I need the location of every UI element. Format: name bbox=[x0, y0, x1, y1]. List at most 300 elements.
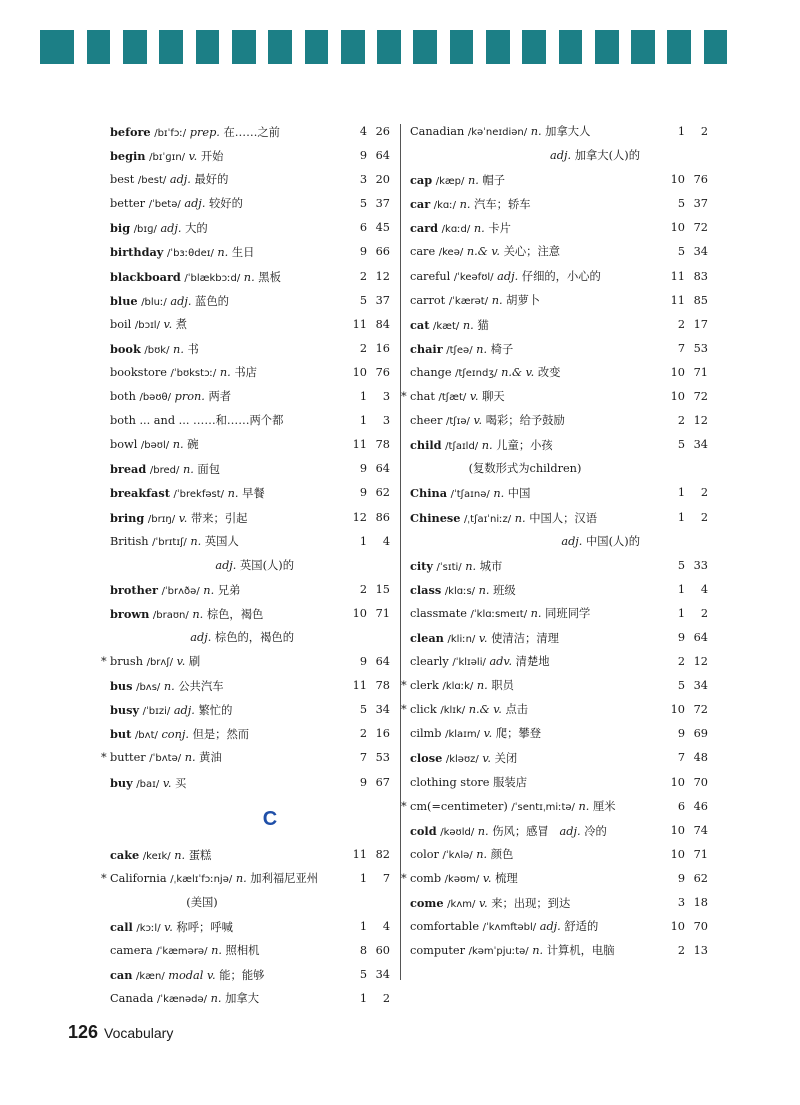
vocabulary-entry bbox=[410, 915, 708, 939]
definition: 关闭 bbox=[494, 752, 518, 766]
unit-number: 9 bbox=[677, 871, 685, 885]
headword: change bbox=[410, 365, 452, 379]
unit-number: 10 bbox=[670, 847, 685, 861]
headword: British bbox=[110, 534, 149, 548]
headword: blackboard bbox=[110, 269, 181, 284]
vocabulary-entry bbox=[110, 963, 390, 987]
unit-number: 7 bbox=[677, 751, 685, 765]
header-decoration-bar bbox=[40, 30, 740, 64]
vocabulary-entry bbox=[110, 481, 390, 505]
vocabulary-entry bbox=[110, 144, 390, 168]
unit-number: 10 bbox=[670, 775, 685, 789]
part-of-speech: v. bbox=[482, 871, 492, 885]
vocabulary-entry bbox=[410, 554, 708, 578]
definition: 冷的 bbox=[584, 824, 607, 838]
vocabulary-entry bbox=[410, 192, 708, 216]
phonetic: /kʌm/ bbox=[447, 899, 476, 910]
page-ref: 71 bbox=[693, 847, 708, 861]
part-of-speech: n. bbox=[476, 342, 488, 356]
page-ref: 37 bbox=[693, 197, 708, 211]
part-of-speech: v. bbox=[473, 414, 483, 428]
page-ref: 72 bbox=[693, 390, 708, 404]
entry-continuation bbox=[110, 891, 390, 915]
headword: clerk bbox=[410, 679, 439, 693]
unit-number: 5 bbox=[359, 293, 367, 307]
unit-number: 2 bbox=[677, 414, 685, 428]
vocabulary-entry bbox=[410, 433, 708, 457]
page-ref: 2 bbox=[700, 510, 708, 524]
definition: 聊天 bbox=[482, 390, 505, 404]
definition: 舒适的 bbox=[564, 920, 599, 934]
unit-number: 11 bbox=[670, 293, 685, 307]
definition: 早餐 bbox=[242, 487, 265, 501]
definition: 蛋糕 bbox=[188, 848, 212, 862]
headword: carrot bbox=[410, 293, 446, 307]
part-of-speech: n. bbox=[477, 824, 489, 838]
vocabulary-entry bbox=[110, 240, 390, 264]
definition: 中国人；汉语 bbox=[529, 511, 598, 525]
page-ref: 3 bbox=[382, 390, 390, 404]
headword: buy bbox=[110, 775, 133, 790]
unit-number: 11 bbox=[352, 317, 367, 331]
page-ref: 3 bbox=[382, 414, 390, 428]
phonetic: /kæp/ bbox=[435, 176, 465, 188]
header-block bbox=[123, 30, 147, 64]
headword: class bbox=[410, 582, 442, 597]
headword: but bbox=[110, 727, 132, 742]
phonetic: /klaɪm/ bbox=[445, 729, 480, 741]
headword: blue bbox=[110, 293, 138, 308]
definition: 猫 bbox=[477, 318, 489, 332]
phonetic: /brɪŋ/ bbox=[147, 513, 176, 525]
headword: care bbox=[410, 245, 436, 259]
part-of-speech: n. bbox=[473, 222, 485, 236]
page-ref: 85 bbox=[693, 293, 708, 307]
definition: 来；出现；到达 bbox=[491, 897, 571, 910]
part-of-speech: n. bbox=[462, 318, 474, 332]
definition: 但是；然而 bbox=[192, 728, 250, 742]
optional-marker: * bbox=[101, 871, 107, 885]
part-of-speech: v. bbox=[483, 727, 493, 741]
page-ref: 72 bbox=[693, 703, 708, 717]
page-ref: 67 bbox=[375, 775, 390, 789]
page-ref: 78 bbox=[375, 679, 390, 693]
phonetic: /ˌkælɪˈfɔːnjə/ bbox=[170, 873, 233, 885]
vocabulary-entry bbox=[410, 506, 708, 530]
column-divider bbox=[400, 124, 401, 980]
headword: bring bbox=[110, 510, 145, 525]
header-block bbox=[305, 30, 329, 64]
page-footer bbox=[68, 1022, 173, 1043]
part-of-speech: v. bbox=[178, 511, 188, 525]
definition: 加拿大人 bbox=[545, 125, 591, 138]
page-ref: 34 bbox=[375, 968, 390, 982]
phonetic: /ˈklɑːsmeɪt/ bbox=[470, 608, 528, 620]
phonetic: /tʃæt/ bbox=[438, 392, 467, 404]
definition: 能；能够 bbox=[219, 969, 265, 983]
headword: clean bbox=[410, 630, 444, 645]
definition: 最好的 bbox=[194, 173, 229, 187]
unit-number: 1 bbox=[677, 606, 685, 620]
vocabulary-entry bbox=[410, 337, 708, 361]
phonetic: /bɪˈɡɪn/ bbox=[149, 152, 186, 164]
phonetic: /ˈblækbɔːd/ bbox=[184, 272, 241, 284]
header-block bbox=[667, 30, 691, 64]
vocabulary-entry bbox=[410, 120, 708, 144]
definition: 碗 bbox=[187, 438, 199, 452]
unit-number: 1 bbox=[359, 414, 367, 428]
unit-number: 1 bbox=[677, 486, 685, 500]
page-ref: 69 bbox=[693, 727, 708, 741]
phonetic: /klɑːs/ bbox=[444, 585, 476, 597]
vocabulary-entry bbox=[110, 698, 390, 722]
part-of-speech: n. bbox=[243, 270, 255, 284]
part-of-speech: adv. bbox=[489, 655, 513, 669]
definition: 加拿大 bbox=[225, 992, 260, 1006]
entry-continuation bbox=[110, 626, 390, 650]
part-of-speech: n. bbox=[184, 751, 196, 765]
optional-marker: * bbox=[401, 703, 407, 717]
part-of-speech: v. bbox=[469, 390, 479, 404]
header-block bbox=[232, 30, 256, 64]
definition: 关心；注意 bbox=[503, 245, 561, 259]
part-of-speech: v. bbox=[164, 920, 173, 934]
part-of-speech: n. bbox=[476, 679, 488, 693]
headword: before bbox=[110, 125, 151, 139]
part-of-speech: n. bbox=[530, 125, 542, 138]
part-of-speech: n. bbox=[530, 606, 542, 620]
vocabulary-entry bbox=[110, 457, 390, 481]
phonetic: /kəʊm/ bbox=[444, 873, 480, 885]
phonetic: /ˈbʌtə/ bbox=[149, 753, 182, 765]
definition: 仔细的，小心的 bbox=[521, 269, 601, 283]
page-ref: 53 bbox=[693, 341, 708, 355]
part-of-speech: v. bbox=[162, 776, 172, 790]
unit-number: 1 bbox=[677, 125, 685, 138]
unit-number: 11 bbox=[352, 847, 367, 861]
page-ref: 33 bbox=[693, 558, 708, 572]
page-ref: 2 bbox=[382, 992, 390, 1006]
part-of-speech: n. bbox=[217, 246, 229, 260]
unit-number: 2 bbox=[359, 341, 367, 355]
headword: cake bbox=[110, 847, 140, 862]
page-ref: 2 bbox=[700, 125, 708, 138]
definition: 在……之前 bbox=[223, 126, 280, 139]
unit-number: 1 bbox=[359, 919, 367, 933]
vocabulary-entry bbox=[410, 409, 708, 433]
entry-continuation bbox=[410, 530, 700, 554]
definition: 较好的 bbox=[209, 197, 243, 211]
page-ref: 60 bbox=[375, 944, 390, 957]
headword: cat bbox=[410, 317, 430, 332]
vocabulary-entry bbox=[410, 771, 708, 795]
header-block bbox=[631, 30, 655, 64]
page-ref: 16 bbox=[375, 341, 390, 355]
definition: 生日 bbox=[231, 246, 255, 260]
unit-number: 2 bbox=[677, 317, 685, 331]
page-ref: 45 bbox=[375, 221, 390, 235]
definition: 班级 bbox=[493, 583, 516, 597]
part-of-speech: adj. bbox=[170, 294, 192, 308]
headword: Canadian bbox=[410, 125, 465, 138]
vocabulary-entry bbox=[410, 843, 708, 867]
unit-number: 9 bbox=[359, 655, 367, 669]
header-block bbox=[413, 30, 437, 64]
vocabulary-entry bbox=[110, 216, 390, 240]
vocabulary-entry bbox=[401, 674, 708, 698]
phonetic: /ˈkærət/ bbox=[448, 295, 489, 307]
unit-number: 7 bbox=[677, 341, 685, 355]
vocabulary-entry bbox=[410, 722, 708, 746]
part-of-speech: adj. bbox=[550, 149, 572, 163]
phonetic: /kəmˈpjuːtə/ bbox=[468, 946, 529, 958]
unit-number: 9 bbox=[677, 630, 685, 644]
headword: book bbox=[110, 341, 141, 356]
definition: 卡片 bbox=[488, 222, 511, 236]
phonetic: /bəʊθ/ bbox=[139, 392, 171, 404]
section-label: Vocabulary bbox=[104, 1025, 174, 1041]
part-of-speech: n. bbox=[192, 607, 204, 621]
vocabulary-entry bbox=[401, 795, 708, 819]
headword: color bbox=[410, 847, 439, 861]
part-of-speech: v. bbox=[478, 897, 488, 910]
vocabulary-entry bbox=[401, 698, 708, 722]
vocabulary-entry bbox=[110, 361, 390, 385]
definition: 胡萝卜 bbox=[506, 293, 541, 307]
part-of-speech: n. bbox=[172, 438, 184, 452]
definition: 颜色 bbox=[490, 847, 514, 861]
phonetic: /bɔɪl/ bbox=[134, 319, 160, 331]
definition: 儿童；小孩 bbox=[496, 439, 553, 453]
entry-continuation bbox=[410, 144, 700, 168]
vocabulary-entry bbox=[101, 867, 390, 891]
unit-number: 10 bbox=[670, 390, 685, 404]
unit-number: 9 bbox=[359, 775, 367, 789]
vocabulary-entry bbox=[110, 168, 390, 192]
page-ref: 76 bbox=[693, 173, 708, 187]
phonetic: /ˈtʃaɪnə/ bbox=[450, 489, 490, 501]
page-ref: 70 bbox=[693, 775, 708, 789]
part-of-speech: n. bbox=[182, 463, 194, 477]
unit-number: 1 bbox=[359, 534, 367, 548]
part-of-speech: pron. bbox=[174, 390, 205, 404]
phonetic: /ˈbɪzi/ bbox=[142, 706, 171, 718]
headword: big bbox=[110, 221, 131, 236]
phonetic: /bɪɡ/ bbox=[133, 224, 157, 236]
phonetic: /ˈsentɪˌmiːtə/ bbox=[511, 801, 575, 813]
unit-number: 3 bbox=[677, 896, 685, 909]
phonetic: /baɪ/ bbox=[136, 778, 160, 790]
unit-number: 10 bbox=[670, 703, 685, 717]
vocabulary-column-right bbox=[401, 120, 708, 963]
unit-number: 1 bbox=[677, 510, 685, 524]
part-of-speech: adj. bbox=[173, 704, 195, 718]
definition: 椅子 bbox=[490, 342, 514, 356]
phonetic: /ˈbrʌðə/ bbox=[161, 585, 200, 597]
header-block bbox=[159, 30, 183, 64]
definition: 汽车；轿车 bbox=[474, 198, 531, 212]
headword: better bbox=[110, 197, 146, 211]
definition: 职员 bbox=[491, 679, 514, 693]
definition: 加利福尼亚州 bbox=[250, 871, 319, 885]
headword: can bbox=[110, 968, 133, 983]
optional-marker: * bbox=[101, 655, 107, 669]
definition: 爬；攀登 bbox=[495, 727, 542, 741]
headword: birthday bbox=[110, 245, 164, 260]
headword: both ... and ... bbox=[110, 414, 190, 428]
unit-number: 4 bbox=[359, 125, 367, 138]
page-ref: 48 bbox=[693, 751, 708, 765]
unit-number: 10 bbox=[670, 823, 685, 837]
part-of-speech: n. bbox=[532, 944, 544, 958]
phonetic: /braʊn/ bbox=[152, 609, 189, 621]
page-ref: 84 bbox=[375, 317, 390, 331]
headword: cold bbox=[410, 823, 437, 838]
headword: bread bbox=[110, 462, 147, 477]
optional-marker: * bbox=[401, 390, 407, 404]
definition: 英国人 bbox=[204, 534, 239, 548]
headword: camera bbox=[110, 944, 153, 957]
headword: Canada bbox=[110, 992, 154, 1006]
definition: 计算机，电脑 bbox=[546, 944, 615, 958]
part-of-speech: adj. bbox=[497, 269, 519, 283]
part-of-speech: adj. bbox=[184, 197, 206, 211]
page-ref: 74 bbox=[693, 823, 708, 837]
vocabulary-entry bbox=[410, 481, 708, 505]
phonetic: /kəˈneɪdiən/ bbox=[467, 127, 528, 138]
page-ref: 76 bbox=[375, 365, 390, 379]
headword: come bbox=[410, 896, 444, 910]
unit-number: 5 bbox=[677, 438, 685, 452]
unit-number: 5 bbox=[677, 245, 685, 259]
definition: 伤风；感冒 bbox=[492, 824, 549, 838]
part-of-speech: modal v. bbox=[168, 969, 216, 983]
definition: 刷 bbox=[188, 655, 201, 669]
unit-number: 7 bbox=[359, 751, 367, 765]
definition: 使清洁；清理 bbox=[491, 631, 559, 645]
definition: 清楚地 bbox=[515, 655, 550, 669]
phonetic: /ˈbrɪtɪʃ/ bbox=[152, 536, 187, 548]
page-ref: 71 bbox=[375, 606, 390, 620]
vocabulary-entry bbox=[410, 891, 708, 915]
definition: 改变 bbox=[537, 365, 561, 379]
part-of-speech: v. bbox=[478, 631, 488, 645]
phonetic: /keɪk/ bbox=[142, 850, 171, 862]
page-ref: 13 bbox=[693, 944, 708, 958]
page-ref: 34 bbox=[693, 245, 708, 259]
page-ref: 53 bbox=[375, 751, 390, 765]
header-block bbox=[341, 30, 365, 64]
header-block bbox=[559, 30, 583, 64]
page-ref: 20 bbox=[375, 173, 390, 187]
part-of-speech: adj. bbox=[160, 222, 182, 236]
page-ref: 72 bbox=[693, 221, 708, 235]
definition: ……和……两个都 bbox=[193, 414, 284, 428]
definition: 蓝色的 bbox=[195, 294, 229, 308]
phonetic: /bɪˈfɔː/ bbox=[154, 128, 187, 139]
page-ref: 46 bbox=[693, 799, 708, 813]
unit-number: 10 bbox=[670, 365, 685, 379]
page-ref: 12 bbox=[375, 269, 390, 283]
vocabulary-entry bbox=[110, 120, 390, 144]
part-of-speech: v. bbox=[176, 655, 186, 669]
header-block bbox=[486, 30, 510, 64]
unit-number: 2 bbox=[677, 944, 685, 958]
phonetic: /ˈkʌlə/ bbox=[442, 849, 473, 861]
headword: city bbox=[410, 558, 433, 573]
definition: 服装店 bbox=[493, 775, 527, 789]
header-block bbox=[196, 30, 220, 64]
page-ref: 4 bbox=[382, 534, 390, 548]
part-of-speech: n. bbox=[465, 559, 477, 573]
vocabulary-entry bbox=[410, 939, 708, 963]
phonetic: /kləʊz/ bbox=[445, 754, 479, 766]
page-ref: 4 bbox=[382, 919, 390, 933]
headword: breakfast bbox=[110, 486, 170, 501]
vocabulary-entry bbox=[401, 867, 708, 891]
definition: 买 bbox=[175, 776, 187, 790]
unit-number: 9 bbox=[359, 245, 367, 259]
part-of-speech: n.& v. bbox=[501, 365, 535, 379]
headword: comb bbox=[410, 871, 442, 885]
part-of-speech: n. bbox=[578, 799, 590, 813]
phonetic: /ˌtʃaɪˈniːz/ bbox=[464, 513, 512, 525]
phonetic: /bluː/ bbox=[141, 296, 167, 308]
vocabulary-entry bbox=[110, 722, 390, 746]
headword: bus bbox=[110, 679, 133, 694]
vocabulary-entry bbox=[110, 843, 390, 867]
phonetic: /tʃeɪndʒ/ bbox=[455, 367, 498, 379]
part-of-speech: n. bbox=[476, 847, 488, 861]
definition: 同班同学 bbox=[545, 606, 591, 620]
definition: 中国 bbox=[507, 487, 531, 501]
part-of-speech: n. bbox=[481, 439, 493, 453]
page-ref: 2 bbox=[700, 606, 708, 620]
unit-number: 5 bbox=[359, 968, 367, 982]
vocabulary-entry bbox=[110, 578, 390, 602]
part-of-speech: conj. bbox=[161, 728, 189, 742]
entry-continuation bbox=[110, 554, 390, 578]
definition: 称呼；呼喊 bbox=[176, 920, 233, 934]
definition: 点击 bbox=[505, 703, 529, 717]
definition: 书 bbox=[187, 342, 199, 356]
part-of-speech: adj. bbox=[190, 630, 212, 644]
vocabulary-entry bbox=[410, 746, 708, 770]
unit-number: 3 bbox=[359, 173, 367, 187]
vocabulary-entry bbox=[110, 987, 390, 1011]
definition: 煮 bbox=[175, 317, 188, 331]
part-of-speech: v. bbox=[163, 317, 173, 331]
definition: 加拿大(人)的 bbox=[574, 149, 640, 163]
definition: 棕色的，褐色的 bbox=[214, 630, 294, 644]
header-block bbox=[704, 30, 728, 64]
vocabulary-entry bbox=[410, 626, 708, 650]
definition: 英国(人)的 bbox=[239, 558, 294, 572]
headword: clothing store bbox=[410, 775, 490, 789]
headword: child bbox=[410, 438, 442, 453]
phonetic: /tʃaɪld/ bbox=[445, 441, 479, 453]
vocabulary-entry bbox=[110, 602, 390, 626]
vocabulary-entry bbox=[110, 313, 390, 337]
page-ref: 26 bbox=[375, 125, 390, 138]
definition: 喝彩；给予鼓励 bbox=[485, 414, 565, 428]
unit-number: 10 bbox=[670, 173, 685, 187]
header-block bbox=[40, 30, 74, 64]
phonetic: /ˈklɪəli/ bbox=[452, 657, 486, 669]
headword: California bbox=[110, 871, 167, 885]
unit-number: 10 bbox=[670, 920, 685, 934]
unit-number: 5 bbox=[677, 558, 685, 572]
